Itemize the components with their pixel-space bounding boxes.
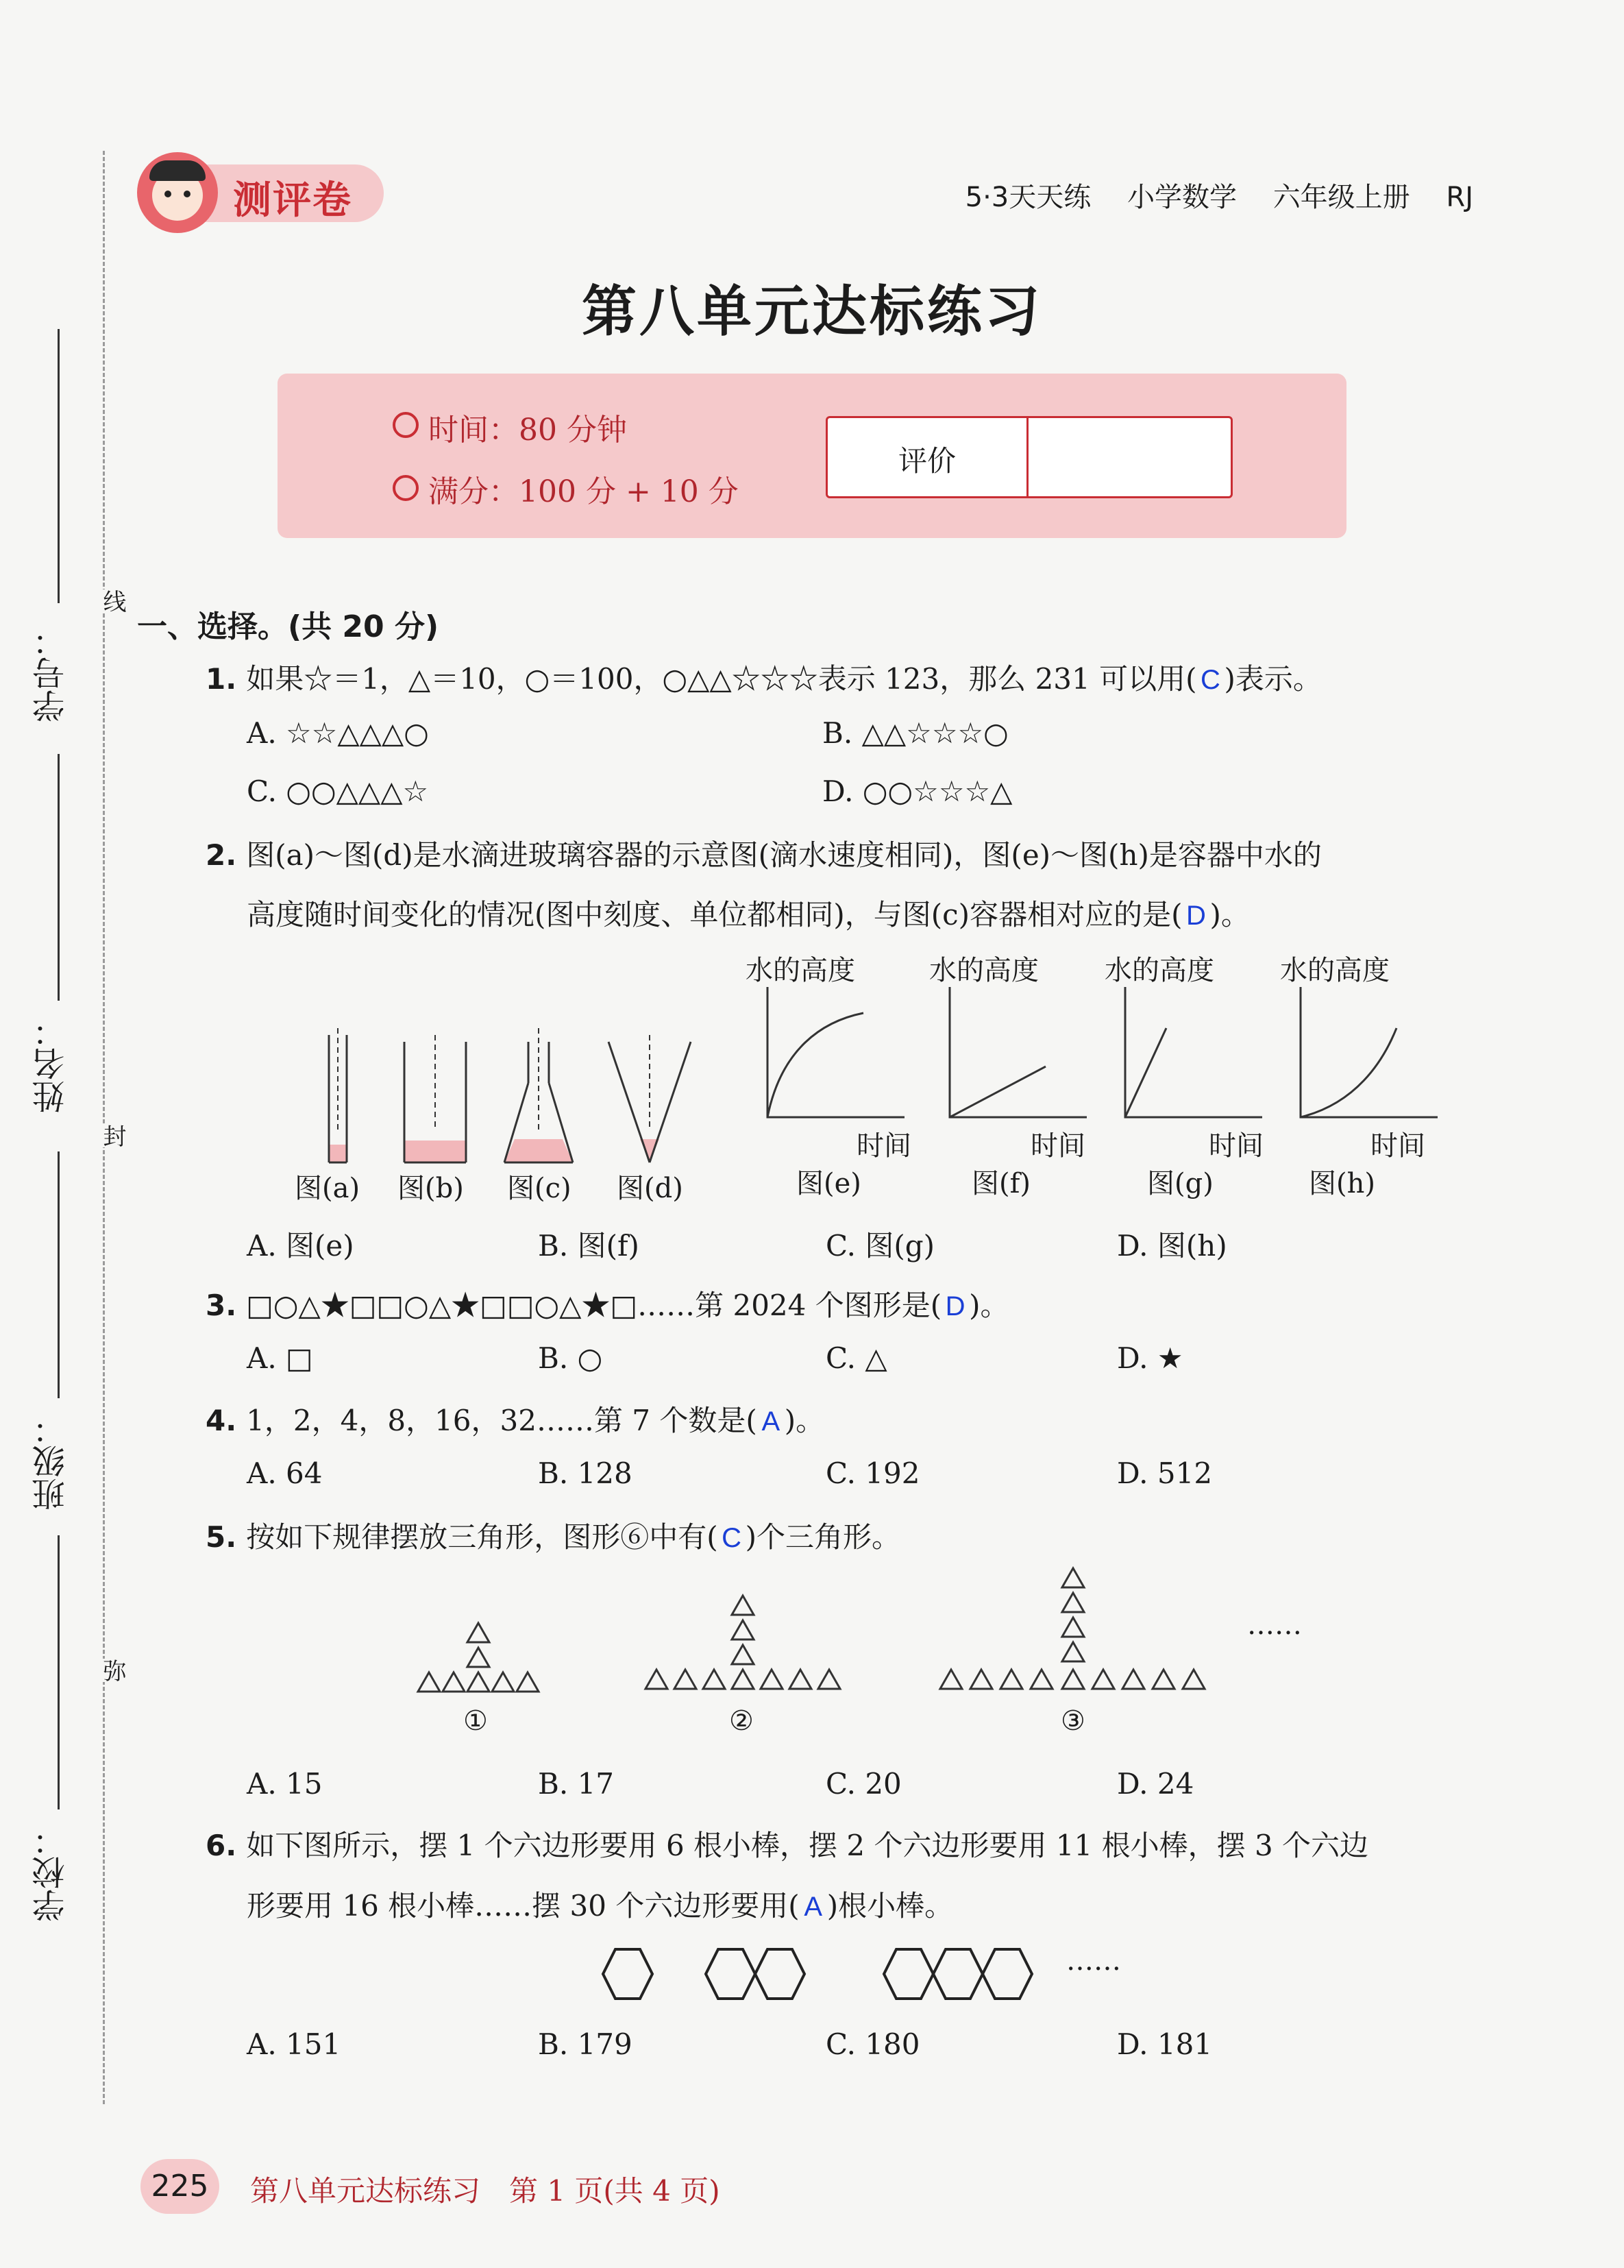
option-d[interactable]: D. 图(h) <box>1117 1229 1227 1263</box>
question-3: 3. □○△★□□○△★□□○△★□……第 2024 个图形是( D )。 <box>206 1289 1009 1322</box>
question-5: 5. 按如下规律摆放三角形，图形⑥中有( C )个三角形。 <box>206 1520 900 1554</box>
option-a[interactable]: A. 图(e) <box>247 1229 354 1263</box>
answer[interactable]: D <box>1186 901 1206 931</box>
graph-f-xlabel: 时间 <box>1031 1130 1085 1162</box>
graph-g-ylabel: 水的高度 <box>1105 955 1214 986</box>
option-d[interactable]: D. 181 <box>1117 2027 1213 2061</box>
cut-mark-seal: 封 <box>96 1124 130 1147</box>
footer-text: 第八单元达标练习 第 1 页(共 4 页) <box>250 2174 720 2208</box>
option-d[interactable]: D. ★ <box>1117 1341 1183 1375</box>
question-2: 2. 图(a)～图(d)是水滴进玻璃容器的示意图(滴水速度相同)，图(e)～图(h)是容器中水的 <box>206 838 1322 872</box>
option-a[interactable]: A. 15 <box>247 1767 323 1801</box>
container-b <box>404 1035 466 1162</box>
question-number: 5. <box>206 1520 237 1554</box>
pattern-3-label: ③ <box>1061 1705 1085 1737</box>
answer[interactable]: A <box>761 1406 780 1437</box>
answer[interactable]: C <box>722 1523 742 1553</box>
container-d-label: 图(d) <box>617 1173 683 1204</box>
subject-name: 小学数学 <box>1127 182 1237 213</box>
option-c[interactable]: C. △ <box>826 1341 887 1375</box>
container-a-label: 图(a) <box>295 1173 360 1204</box>
container-d <box>608 1035 691 1162</box>
graph-e-label: 图(e) <box>796 1168 861 1199</box>
series-name: 5·3天天练 <box>965 182 1092 213</box>
field-school[interactable] <box>58 1535 60 1809</box>
hexagon-figures <box>589 1940 1124 2008</box>
question-number: 2. <box>206 838 237 872</box>
pattern-ellipsis: …… <box>1247 1609 1302 1641</box>
question-1: 1. 如果☆＝1，△＝10，○＝100，○△△☆☆☆表示 123，那么 231 可以用( C )表示。 <box>206 662 1322 696</box>
badge-text: 测评卷 <box>233 178 352 223</box>
graph-f-ylabel: 水的高度 <box>929 955 1039 986</box>
triangle-pattern-2 <box>640 1590 846 1700</box>
option-a[interactable]: A. □ <box>247 1341 313 1375</box>
question-number: 1. <box>206 662 237 696</box>
field-name[interactable] <box>58 754 60 1001</box>
option-b[interactable]: B. 128 <box>538 1456 632 1490</box>
label-class: 班级： <box>32 1412 71 1511</box>
clock-icon <box>393 412 419 438</box>
option-b[interactable]: B. 17 <box>538 1767 615 1801</box>
graph-h-xlabel: 时间 <box>1370 1130 1425 1162</box>
option-a[interactable]: A. 151 <box>247 2027 341 2061</box>
graph-h-ylabel: 水的高度 <box>1280 955 1390 986</box>
triangle-pattern-1 <box>411 1618 548 1700</box>
graph-h-label: 图(h) <box>1309 1168 1375 1199</box>
page-title: 第八单元达标练习 <box>582 279 1042 343</box>
cut-mark-close: 弥 <box>96 1659 130 1682</box>
answer[interactable]: C <box>1201 665 1220 695</box>
book-header <box>965 175 1473 215</box>
evaluation-box <box>826 416 1233 498</box>
pattern-1-label: ① <box>463 1705 488 1737</box>
time-label: 时间：80 分钟 <box>428 413 627 448</box>
graph-e-xlabel: 时间 <box>857 1130 911 1162</box>
evaluation-label: 评价 <box>898 444 956 478</box>
question-number: 6. <box>206 1829 237 1862</box>
graph-g <box>1118 987 1269 1124</box>
question-6-line-2: 形要用 16 根小棒……摆 30 个六边形要用( A )根小棒。 <box>247 1889 954 1923</box>
question-4: 4. 1，2，4，8，16，32……第 7 个数是( A )。 <box>206 1404 825 1437</box>
option-c[interactable]: C. ○○△△△☆ <box>247 775 429 808</box>
label-name: 姓名： <box>32 1014 71 1113</box>
option-c[interactable]: C. 192 <box>826 1456 920 1490</box>
badge <box>137 152 384 233</box>
field-student-id[interactable] <box>58 329 60 603</box>
container-c <box>504 1028 573 1162</box>
option-d[interactable]: D. 512 <box>1117 1456 1213 1490</box>
graph-f-label: 图(f) <box>972 1168 1031 1199</box>
label-school: 学校： <box>32 1823 71 1922</box>
graph-g-xlabel: 时间 <box>1209 1130 1264 1162</box>
answer[interactable]: D <box>945 1291 965 1321</box>
section-title: 一、选择。(共 20 分) <box>137 609 439 644</box>
graph-g-label: 图(g) <box>1147 1168 1214 1199</box>
grade-name: 六年级上册 <box>1272 182 1410 213</box>
graph-e-ylabel: 水的高度 <box>746 955 855 986</box>
option-b[interactable]: B. ○ <box>538 1341 603 1375</box>
score-label: 满分：100 分 + 10 分 <box>428 474 739 509</box>
field-class[interactable] <box>58 1151 60 1398</box>
cut-mark-line: 线 <box>96 589 130 613</box>
info-box <box>278 374 1346 538</box>
container-b-label: 图(b) <box>397 1173 464 1204</box>
option-d[interactable]: D. ○○☆☆☆△ <box>822 775 1013 808</box>
pattern-2-label: ② <box>729 1705 754 1737</box>
badge-avatar <box>137 152 218 233</box>
edition-name: RJ <box>1446 182 1473 213</box>
container-a <box>329 1028 347 1162</box>
option-b[interactable]: B. 179 <box>538 2027 632 2061</box>
hexagon-ellipsis: …… <box>1066 1945 1121 1977</box>
question-2-line-2: 高度随时间变化的情况(图中刻度、单位都相同)，与图(c)容器相对应的是( D )。 <box>247 898 1250 931</box>
option-b[interactable]: B. 图(f) <box>538 1229 639 1263</box>
answer[interactable]: A <box>804 1892 823 1922</box>
graph-f <box>943 987 1094 1124</box>
page-number: 225 <box>151 2169 209 2204</box>
option-b[interactable]: B. △△☆☆☆○ <box>822 716 1009 750</box>
triangle-pattern-3 <box>935 1563 1216 1700</box>
option-c[interactable]: C. 图(g) <box>826 1229 935 1263</box>
question-number: 4. <box>206 1404 237 1437</box>
container-c-label: 图(c) <box>507 1173 571 1204</box>
question-6: 6. 如下图所示，摆 1 个六边形要用 6 根小棒，摆 2 个六边形要用 11 根小棒，摆 3 个六边 <box>206 1829 1369 1862</box>
option-a[interactable]: A. ☆☆△△△○ <box>247 716 429 750</box>
graph-h <box>1294 987 1444 1124</box>
question-number: 3. <box>206 1289 237 1322</box>
option-c[interactable]: C. 180 <box>826 2027 920 2061</box>
containers-figure <box>302 1028 726 1165</box>
option-c[interactable]: C. 20 <box>826 1767 902 1801</box>
option-d[interactable]: D. 24 <box>1117 1767 1194 1801</box>
graph-e <box>761 987 911 1124</box>
option-a[interactable]: A. 64 <box>247 1456 323 1490</box>
check-icon <box>393 475 419 501</box>
label-student-id: 学号： <box>32 624 71 722</box>
